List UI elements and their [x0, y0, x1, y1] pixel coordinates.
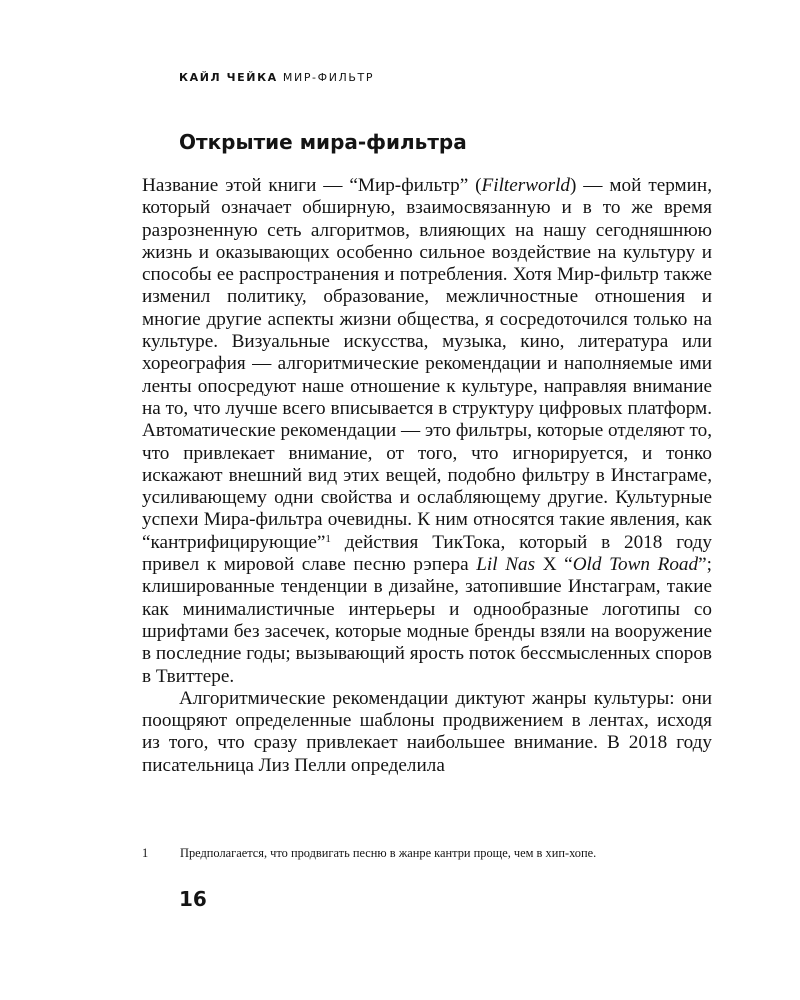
running-head-book-title: МИР-ФИЛЬТР — [282, 71, 375, 84]
body-text — [142, 175, 712, 777]
filterworld-term: Filterworld — [481, 175, 571, 196]
footnote — [142, 845, 722, 861]
footnote-text: Предполагается, что продвигать песню в жанре кантри проще, чем в хип-хопе. — [180, 846, 597, 860]
song-title: Old Town Road — [572, 554, 699, 576]
artist-name: Lil Nas — [476, 554, 536, 576]
paragraph-1 — [142, 175, 712, 688]
footnote-number: 1 — [142, 846, 149, 860]
paragraph-1-text-a: Название этой книги — “Мир-фильтр” ( — [142, 175, 482, 196]
paragraph-1-text-b: ) — мой термин, который означает обширную, взаимосвязанную и в то же время разрозненную сеть алгоритмов, влияющих на нашу сегодняшнюю жизнь и оказывающих особенно сильное воздействие на культуру и способы ее распространения и потребления. Хотя Мир-фильтр также изменил политику, образование, межличностные отношения и многие другие аспекты жизни общества, я сосредоточился только на культуре. Визуальные искусства, музыка, кино, литература или хореография — алгоритмические рекомендации и наполняемые ими ленты опосредуют наше отношение к культуре, направляя внимание на то, что лучше всего вписывается в структуру цифровых платформ. Автоматические рекомендации — это фильтры, которые отделяют то, что привлекает внимание, от того, что игнорируется, и тонко искажают внешний вид этих вещей, подобно фильтру в Инстаграме, усиливающему одни свойства и ослабляющему другие. Культурные успехи Мира-фильтра очевидны. К ним относятся такие явления, как “кантрифицирующие” — [142, 175, 712, 553]
paragraph-1-text-c: действия ТикТока, который в 2018 году привел к мировой славе песню рэпера — [142, 531, 712, 576]
running-head-author: КАЙЛ ЧЕЙКА — [179, 71, 278, 84]
page-number: 16 — [179, 887, 207, 911]
chapter-title: Открытие мира-фильтра — [179, 130, 467, 154]
running-head — [179, 71, 374, 85]
footnote-reference[interactable]: 1 — [325, 532, 331, 545]
paragraph-1-text-e: ”; клишированные тенденции в дизайне, затопившие Инстаграм, такие как минималистичные интерьеры и однообразные логотипы со шрифтами без засечек, которые модные бренды взяли на вооружение в последние годы; вызывающий ярость поток бессмысленных споров в Твиттере. — [142, 554, 712, 687]
paragraph-2: Алгоритмические рекомендации диктуют жанры культуры: они поощряют определенные шаблоны продвижением в лентах, исходя из того, что сразу привлекает наибольшее внимание. В 2018 году писательница Лиз Пелли определила — [142, 687, 712, 776]
paragraph-1-text-d: X “ — [535, 554, 573, 576]
